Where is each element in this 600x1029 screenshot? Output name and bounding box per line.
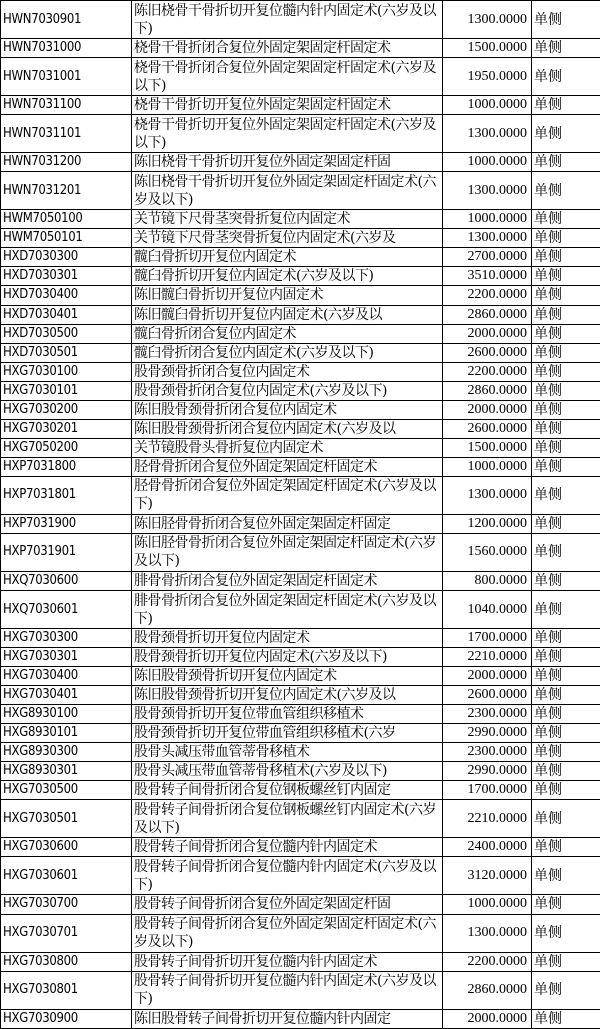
procedure-name-cell: 股骨转子间骨折闭合复位髓内针内固定术: [132, 838, 443, 857]
table-row: [1, 381, 600, 400]
price-cell: 2210.0000: [443, 800, 532, 838]
procedure-code-cell: HWN7031201: [1, 172, 132, 210]
price-cell: 1300.0000: [443, 914, 532, 952]
price-cell: 1950.0000: [443, 58, 532, 96]
procedure-code-cell: HXG7030701: [1, 914, 132, 952]
procedure-name-cell: 关节镜下尺骨茎突骨折复位内固定术(六岁及: [132, 229, 443, 248]
procedure-name-cell: 腓骨骨折闭合复位外固定架固定杆固定术(六岁及以下): [132, 590, 443, 628]
table-row: [1, 857, 600, 895]
unit-cell: 单侧: [532, 590, 600, 628]
table-row: [1, 210, 600, 229]
procedure-name-cell: 股骨转子间骨折切开复位髓内针内固定术(六岁及以下): [132, 971, 443, 1009]
procedure-code-cell: HXD7030300: [1, 248, 132, 267]
price-cell: 3120.0000: [443, 857, 532, 895]
table-row: [1, 590, 600, 628]
price-cell: 2600.0000: [443, 419, 532, 438]
procedure-name-cell: 髋臼骨折切开复位内固定术(六岁及以下): [132, 267, 443, 286]
table-row: [1, 648, 600, 667]
price-cell: 800.0000: [443, 571, 532, 590]
unit-cell: 单侧: [532, 153, 600, 172]
procedure-code-cell: HXG7050200: [1, 438, 132, 457]
price-cell: 1300.0000: [443, 229, 532, 248]
unit-cell: 单侧: [532, 800, 600, 838]
unit-cell: 单侧: [532, 533, 600, 571]
price-cell: 2200.0000: [443, 286, 532, 305]
price-cell: 1000.0000: [443, 457, 532, 476]
procedure-name-cell: 髋臼骨折闭合复位内固定术: [132, 324, 443, 343]
procedure-code-cell: HXG7030101: [1, 381, 132, 400]
unit-cell: 单侧: [532, 115, 600, 153]
unit-cell: 单侧: [532, 762, 600, 781]
price-cell: 2300.0000: [443, 705, 532, 724]
unit-cell: 单侧: [532, 305, 600, 324]
unit-cell: 单侧: [532, 476, 600, 514]
procedure-name-cell: 股骨颈骨折闭合复位内固定术(六岁及以下): [132, 381, 443, 400]
procedure-code-cell: HXP7031801: [1, 476, 132, 514]
procedure-code-cell: HXG7030201: [1, 419, 132, 438]
procedure-name-cell: 股骨转子间骨折闭合复位外固定架固定杆固: [132, 895, 443, 914]
procedure-code-cell: HXG7030200: [1, 400, 132, 419]
table-row: [1, 286, 600, 305]
procedure-code-cell: HXG7030400: [1, 667, 132, 686]
table-row: [1, 362, 600, 381]
table-row: [1, 571, 600, 590]
unit-cell: 单侧: [532, 96, 600, 115]
unit-cell: 单侧: [532, 248, 600, 267]
price-cell: 2860.0000: [443, 305, 532, 324]
procedure-name-cell: 股骨颈骨折切开复位带血管组织移植术: [132, 705, 443, 724]
price-cell: 2300.0000: [443, 743, 532, 762]
unit-cell: 单侧: [532, 838, 600, 857]
procedure-code-cell: HXG7030700: [1, 895, 132, 914]
price-cell: 2000.0000: [443, 1009, 532, 1028]
procedure-name-cell: 陈旧桡骨干骨折切开复位髓内针内固定术(六岁及以下): [132, 1, 443, 39]
procedure-code-cell: HWN7031100: [1, 96, 132, 115]
price-cell: 1700.0000: [443, 629, 532, 648]
procedure-code-cell: HXQ7030601: [1, 590, 132, 628]
procedure-name-cell: 陈旧股骨颈骨折切开复位内固定术(六岁及以: [132, 686, 443, 705]
procedure-code-cell: HXD7030401: [1, 305, 132, 324]
table-row: [1, 248, 600, 267]
unit-cell: 单侧: [532, 39, 600, 58]
unit-cell: 单侧: [532, 648, 600, 667]
unit-cell: 单侧: [532, 419, 600, 438]
procedure-name-cell: 胫骨骨折闭合复位外固定架固定杆固定术: [132, 457, 443, 476]
procedure-name-cell: 股骨颈骨折切开复位带血管组织移植术(六岁: [132, 724, 443, 743]
table-row: [1, 115, 600, 153]
unit-cell: 单侧: [532, 172, 600, 210]
unit-cell: 单侧: [532, 686, 600, 705]
table-row: [1, 724, 600, 743]
price-cell: 1000.0000: [443, 895, 532, 914]
procedure-name-cell: 陈旧胫骨骨折闭合复位外固定架固定杆固定术(六岁及以下): [132, 533, 443, 571]
procedure-name-cell: 关节镜股骨头骨折复位内固定术: [132, 438, 443, 457]
unit-cell: 单侧: [532, 286, 600, 305]
procedure-name-cell: 陈旧股骨颈骨折闭合复位内固定术(六岁及以: [132, 419, 443, 438]
table-row: [1, 952, 600, 971]
table-row: [1, 686, 600, 705]
unit-cell: 单侧: [532, 571, 600, 590]
unit-cell: 单侧: [532, 1009, 600, 1028]
procedure-name-cell: 股骨转子间骨折切开复位髓内针内固定术: [132, 952, 443, 971]
price-cell: 2000.0000: [443, 400, 532, 419]
procedure-name-cell: 髋臼骨折闭合复位内固定术(六岁及以下): [132, 343, 443, 362]
table-row: [1, 476, 600, 514]
price-cell: 2400.0000: [443, 838, 532, 857]
procedure-code-cell: HXG8930300: [1, 743, 132, 762]
table-row: [1, 1009, 600, 1028]
table-row: [1, 781, 600, 800]
table-row: [1, 705, 600, 724]
price-cell: 3510.0000: [443, 267, 532, 286]
unit-cell: 单侧: [532, 267, 600, 286]
table-row: [1, 800, 600, 838]
procedure-code-cell: HXD7030501: [1, 343, 132, 362]
procedure-name-cell: 股骨颈骨折闭合复位内固定术: [132, 362, 443, 381]
unit-cell: 单侧: [532, 705, 600, 724]
procedure-code-cell: HWN7031001: [1, 58, 132, 96]
price-cell: 1040.0000: [443, 590, 532, 628]
table-row: [1, 39, 600, 58]
table-row: [1, 153, 600, 172]
table-row: [1, 971, 600, 1009]
procedure-name-cell: 关节镜下尺骨茎突骨折复位内固定术: [132, 210, 443, 229]
procedure-name-cell: 陈旧股骨转子间骨折切开复位髓内针内固定: [132, 1009, 443, 1028]
procedure-name-cell: 桡骨干骨折切开复位外固定架固定杆固定术: [132, 96, 443, 115]
price-cell: 1000.0000: [443, 153, 532, 172]
procedure-name-cell: 桡骨干骨折切开复位外固定架固定杆固定术(六岁及以下): [132, 115, 443, 153]
procedure-code-cell: HXG7030401: [1, 686, 132, 705]
price-cell: 1500.0000: [443, 39, 532, 58]
procedure-name-cell: 桡骨干骨折闭合复位外固定架固定杆固定术: [132, 39, 443, 58]
table-body: [1, 1, 600, 1029]
unit-cell: 单侧: [532, 229, 600, 248]
unit-cell: 单侧: [532, 381, 600, 400]
procedure-code-cell: HXG8930101: [1, 724, 132, 743]
procedure-name-cell: 腓骨骨折闭合复位外固定架固定杆固定术: [132, 571, 443, 590]
unit-cell: 单侧: [532, 324, 600, 343]
price-cell: 2990.0000: [443, 724, 532, 743]
procedure-code-cell: HXG7030600: [1, 838, 132, 857]
procedure-code-cell: HWM7050100: [1, 210, 132, 229]
table-row: [1, 419, 600, 438]
price-cell: 2000.0000: [443, 324, 532, 343]
procedure-code-cell: HXD7030301: [1, 267, 132, 286]
unit-cell: 单侧: [532, 914, 600, 952]
price-cell: 1300.0000: [443, 115, 532, 153]
procedure-code-cell: HWN7031200: [1, 153, 132, 172]
table-row: [1, 743, 600, 762]
procedure-name-cell: 陈旧股骨颈骨折闭合复位内固定术: [132, 400, 443, 419]
table-row: [1, 343, 600, 362]
unit-cell: 单侧: [532, 457, 600, 476]
unit-cell: 单侧: [532, 400, 600, 419]
price-cell: 2000.0000: [443, 667, 532, 686]
unit-cell: 单侧: [532, 857, 600, 895]
price-cell: 2200.0000: [443, 362, 532, 381]
unit-cell: 单侧: [532, 210, 600, 229]
price-cell: 1000.0000: [443, 96, 532, 115]
procedure-name-cell: 髋臼骨折切开复位内固定术: [132, 248, 443, 267]
procedure-code-cell: HXG7030100: [1, 362, 132, 381]
unit-cell: 单侧: [532, 724, 600, 743]
procedure-name-cell: 股骨头减压带血管蒂骨移植术(六岁及以下): [132, 762, 443, 781]
procedure-code-cell: HWM7050101: [1, 229, 132, 248]
unit-cell: 单侧: [532, 514, 600, 533]
procedure-name-cell: 胫骨骨折闭合复位外固定架固定杆固定术(六岁及以下): [132, 476, 443, 514]
procedure-name-cell: 桡骨干骨折闭合复位外固定架固定杆固定术(六岁及以下): [132, 58, 443, 96]
table-row: [1, 1, 600, 39]
price-cell: 1000.0000: [443, 210, 532, 229]
procedure-name-cell: 陈旧桡骨干骨折切开复位外固定架固定杆固定术(六岁及以下): [132, 172, 443, 210]
table-row: [1, 457, 600, 476]
price-cell: 2600.0000: [443, 343, 532, 362]
procedure-code-cell: HXD7030400: [1, 286, 132, 305]
table-row: [1, 514, 600, 533]
unit-cell: 单侧: [532, 362, 600, 381]
procedure-name-cell: 股骨转子间骨折闭合复位外固定架固定杆固定术(六岁及以下): [132, 914, 443, 952]
unit-cell: 单侧: [532, 343, 600, 362]
table-row: [1, 895, 600, 914]
table-row: [1, 533, 600, 571]
procedure-code-cell: HXG8930301: [1, 762, 132, 781]
table-row: [1, 629, 600, 648]
procedure-code-cell: HXG7030301: [1, 648, 132, 667]
unit-cell: 单侧: [532, 438, 600, 457]
procedure-code-cell: HXP7031901: [1, 533, 132, 571]
procedure-name-cell: 股骨转子间骨折闭合复位钢板螺丝钉内固定: [132, 781, 443, 800]
procedure-code-cell: HXG8930100: [1, 705, 132, 724]
price-cell: 2860.0000: [443, 381, 532, 400]
price-cell: 2860.0000: [443, 971, 532, 1009]
table-row: [1, 229, 600, 248]
unit-cell: 单侧: [532, 58, 600, 96]
table-row: [1, 305, 600, 324]
unit-cell: 单侧: [532, 781, 600, 800]
price-cell: 1200.0000: [443, 514, 532, 533]
procedure-code-cell: HXP7031900: [1, 514, 132, 533]
price-cell: 1560.0000: [443, 533, 532, 571]
procedure-code-cell: HXP7031800: [1, 457, 132, 476]
table-row: [1, 914, 600, 952]
procedure-code-cell: HXD7030500: [1, 324, 132, 343]
unit-cell: 单侧: [532, 971, 600, 1009]
unit-cell: 单侧: [532, 629, 600, 648]
price-cell: 2200.0000: [443, 952, 532, 971]
price-cell: 1300.0000: [443, 1, 532, 39]
procedure-code-cell: HXG7030900: [1, 1009, 132, 1028]
price-cell: 1700.0000: [443, 781, 532, 800]
procedure-name-cell: 股骨转子间骨折闭合复位髓内针内固定术(六岁及以下): [132, 857, 443, 895]
price-cell: 1500.0000: [443, 438, 532, 457]
procedure-code-cell: HXG7030801: [1, 971, 132, 1009]
table-row: [1, 96, 600, 115]
price-cell: 2700.0000: [443, 248, 532, 267]
unit-cell: 单侧: [532, 743, 600, 762]
procedure-name-cell: 股骨头减压带血管蒂骨移植术: [132, 743, 443, 762]
procedure-name-cell: 股骨转子间骨折闭合复位钢板螺丝钉内固定术(六岁及以下): [132, 800, 443, 838]
procedure-name-cell: 陈旧髋臼骨折切开复位内固定术(六岁及以: [132, 305, 443, 324]
procedure-name-cell: 陈旧股骨颈骨折切开复位内固定术: [132, 667, 443, 686]
unit-cell: 单侧: [532, 952, 600, 971]
unit-cell: 单侧: [532, 1, 600, 39]
procedure-name-cell: 陈旧髋臼骨折切开复位内固定术: [132, 286, 443, 305]
price-cell: 2990.0000: [443, 762, 532, 781]
procedure-name-cell: 股骨颈骨折切开复位内固定术: [132, 629, 443, 648]
table-row: [1, 400, 600, 419]
procedure-code-cell: HXG7030601: [1, 857, 132, 895]
procedure-code-cell: HXG7030800: [1, 952, 132, 971]
table-row: [1, 58, 600, 96]
procedure-code-cell: HXG7030300: [1, 629, 132, 648]
table-row: [1, 438, 600, 457]
procedure-code-cell: HXG7030501: [1, 800, 132, 838]
table-row: [1, 667, 600, 686]
table-row: [1, 838, 600, 857]
procedure-code-cell: HXG7030500: [1, 781, 132, 800]
price-cell: 2600.0000: [443, 686, 532, 705]
procedure-code-cell: HXQ7030600: [1, 571, 132, 590]
procedure-name-cell: 股骨颈骨折切开复位内固定术(六岁及以下): [132, 648, 443, 667]
unit-cell: 单侧: [532, 667, 600, 686]
table-row: [1, 172, 600, 210]
price-cell: 1300.0000: [443, 476, 532, 514]
table-row: [1, 267, 600, 286]
procedure-name-cell: 陈旧桡骨干骨折切开复位外固定架固定杆固: [132, 153, 443, 172]
table-row: [1, 762, 600, 781]
price-cell: 1300.0000: [443, 172, 532, 210]
procedure-code-cell: HWN7030901: [1, 1, 132, 39]
procedure-code-cell: HWN7031101: [1, 115, 132, 153]
price-cell: 2210.0000: [443, 648, 532, 667]
procedure-name-cell: 陈旧胫骨骨折闭合复位外固定架固定杆固定: [132, 514, 443, 533]
table-row: [1, 324, 600, 343]
unit-cell: 单侧: [532, 895, 600, 914]
procedure-code-cell: HWN7031000: [1, 39, 132, 58]
